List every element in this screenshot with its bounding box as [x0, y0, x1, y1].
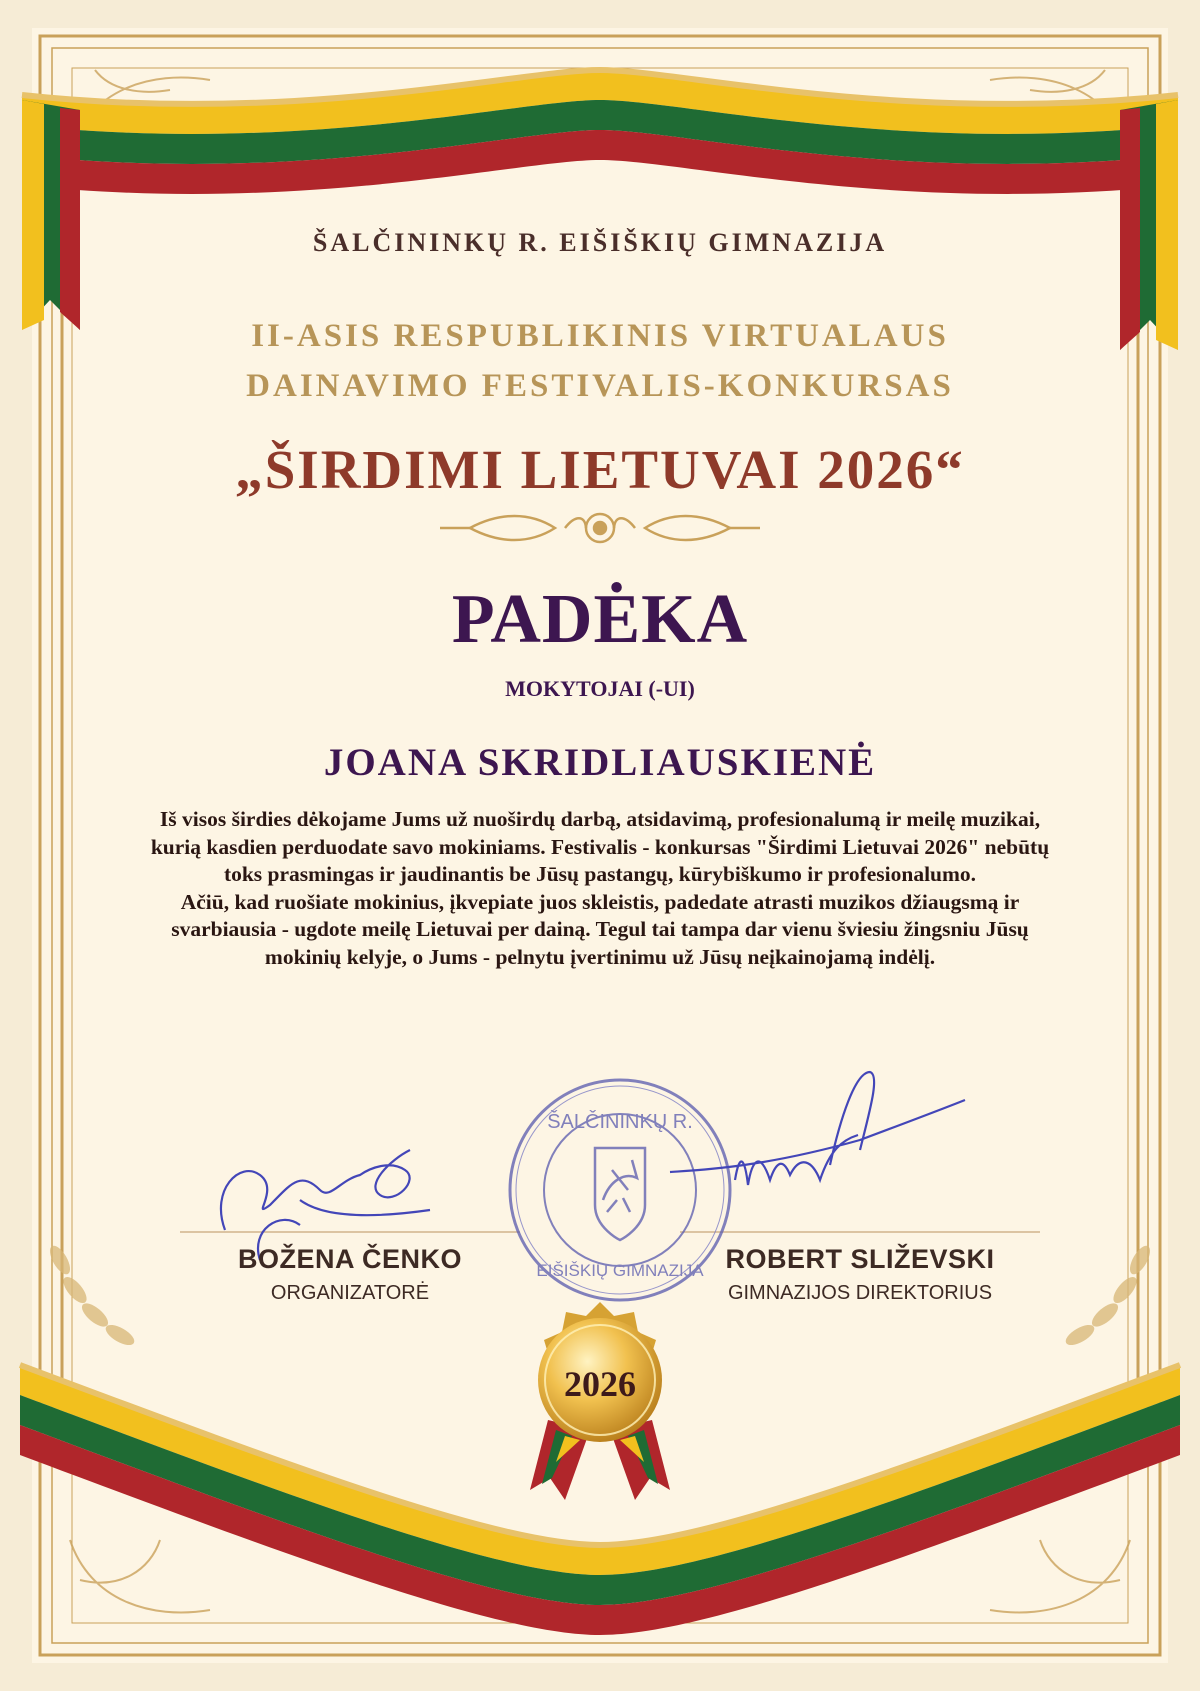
festival-title-line1: II-ASIS RESPUBLIKINIS VIRTUALAUS [251, 318, 949, 354]
certificate-title: PADĖKA [451, 581, 749, 658]
medal-year: 2026 [564, 1364, 636, 1404]
certificate-body [140, 806, 1060, 971]
signatory-right-name: ROBERT SLIŽEVSKI [725, 1244, 995, 1274]
signatory-right-role: GIMNAZIJOS DIREKTORIUS [727, 1282, 993, 1304]
signatory-left-name: BOŽENA ČENKO [237, 1244, 462, 1274]
body-paragraph-2: Ačiū, kad ruošiate mokinius, įkvepiate juos skleistis, padedate atrasti muzikos džiaugsmą ir svarbiausia - ugdote meilę Lietuvai per dainą. Tegul tai tampa dar vienu šviesiu žingsniu Jūsų mokinių kelyje, o Jums - pelnytu įvertinimu už Jūsų neįkainojamą indėlį. [171, 889, 1029, 969]
festival-title-line2: DAINAVIMO FESTIVALIS-KONKURSAS [246, 368, 954, 404]
stamp-top-text: ŠALČININKŲ R. [547, 1111, 693, 1133]
signatory-left-role: ORGANIZATORĖ [270, 1282, 430, 1304]
recipient-name: JOANA SKRIDLIAUSKIENĖ [323, 741, 877, 784]
event-title: „ŠIRDIMI LIETUVAI 2026“ [235, 439, 965, 500]
recipient-role: MOKYTOJAI (-UI) [505, 676, 695, 701]
body-paragraph-1: Iš visos širdies dėkojame Jums už nuoširdų darbą, atsidavimą, profesionalumą ir meilę muzikai, kurią kasdien perduodate savo mokiniams. Festivalis - konkursas "Širdimi Lietuvai 2026" nebūtų toks prasmingas ir jaudinantis be Jūsų pastangų, kūrybiškumo ir profesionalumo. [150, 807, 1050, 886]
stamp-bottom-text: EIŠIŠKIŲ GIMNAZIJA [536, 1261, 704, 1280]
school-name: ŠALČININKŲ R. EIŠIŠKIŲ GIMNAZIJA [312, 228, 888, 257]
